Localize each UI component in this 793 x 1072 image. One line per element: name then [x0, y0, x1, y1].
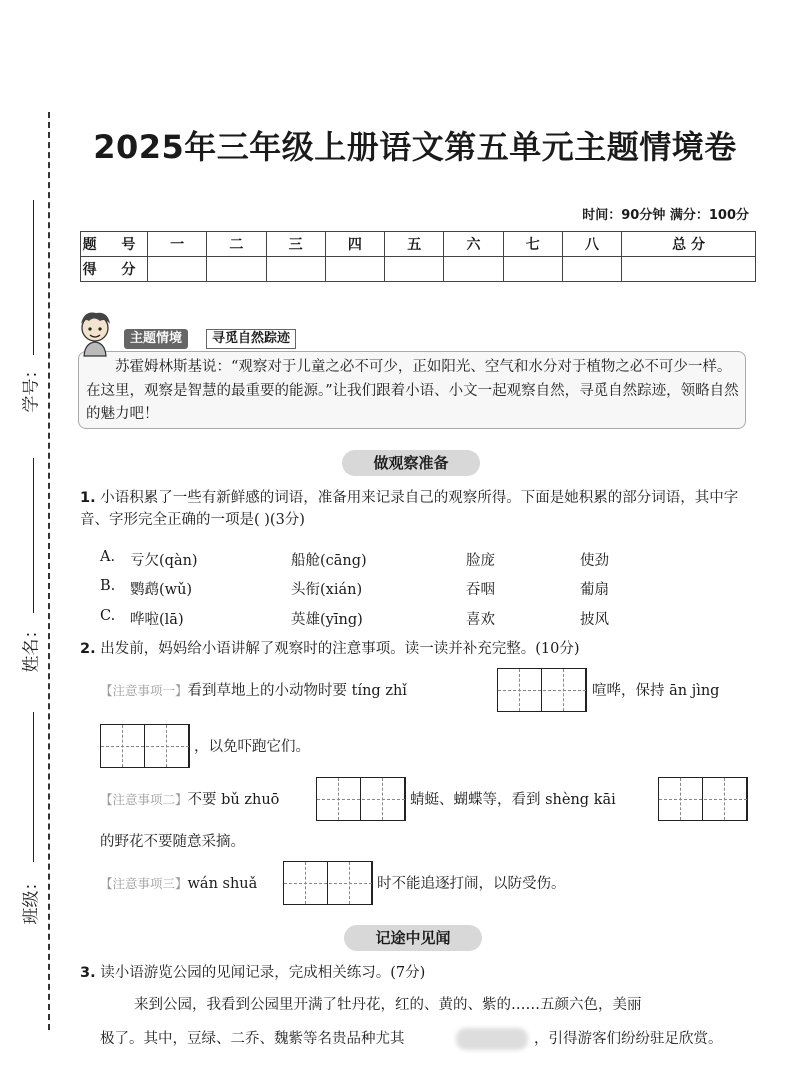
question-number: 1. — [80, 490, 96, 506]
score-table-cell: 题 号 — [81, 232, 148, 257]
score-table-score-row — [81, 257, 756, 282]
section-title-prepare: 做观察准备 — [342, 450, 480, 476]
score-table-cell: 三 — [266, 232, 325, 257]
question-text: 小语积累了一些有新鲜感的词语，准备用来记录自己的观察所得。下面是她积累的部分词语，其中字音、字形完全正确的一项是( )(3分) — [80, 490, 739, 528]
score-input-cell[interactable] — [622, 257, 756, 282]
page-title: 2025年三年级上册语文第五单元主题情境卷 — [93, 128, 737, 166]
score-table-cell: 一 — [148, 232, 207, 257]
option-word: 船舱(cāng) — [291, 553, 367, 569]
note-text: wán shuǎ — [187, 876, 258, 892]
note-tag: 【注意事项三】 — [100, 876, 188, 891]
option-word: 哗啦(lā) — [130, 612, 184, 628]
option-word: 头衔(xián) — [291, 582, 363, 598]
score-input-cell[interactable] — [444, 257, 503, 282]
theme-text: 苏霍姆林斯基说：“观察对于儿童之必不可少，正如阳光、空气和水分对于植物之必不可少一样。在这里，观察是智慧的最重要的能源。”让我们跟着小语、小文一起观察自然，寻觅自然踪迹，领略自然的魅力吧！ — [86, 359, 739, 422]
score-table-cell: 得 分 — [81, 257, 148, 282]
score-input-cell[interactable] — [325, 257, 384, 282]
name-label: 姓名： — [21, 621, 42, 673]
score-table-cell: 二 — [207, 232, 266, 257]
score-table-cell: 七 — [503, 232, 562, 257]
option-word: 披风 — [580, 612, 609, 628]
passage-line-2b: ，引得游客们纷纷驻足欣赏。 — [534, 1031, 723, 1047]
writing-grid[interactable] — [283, 861, 373, 905]
passage-line-2a: 极了。其中，豆绿、二乔、魏紫等名贵品种尤其 — [100, 1031, 405, 1047]
time-score-info: 时间：90分钟 满分：100分 — [582, 208, 749, 223]
writing-grid[interactable] — [316, 777, 406, 821]
score-input-cell[interactable] — [562, 257, 621, 282]
score-table-cell: 总 分 — [622, 232, 756, 257]
passage-line-1: 来到公园，我看到公园里开满了牡丹花，红的、黄的、紫的……五颜六色，美丽 — [134, 997, 642, 1013]
question-text: 出发前，妈妈给小语讲解了观察时的注意事项。读一读并补充完整。(10分) — [100, 641, 580, 657]
option-letter: A. — [100, 549, 116, 565]
note-text: 的野花不要随意采摘。 — [100, 834, 245, 850]
note-text: 不要 bǔ zhuō — [187, 792, 280, 808]
option-word: 吞咽 — [466, 582, 495, 598]
name-line — [33, 458, 34, 613]
option-word: 葡扇 — [580, 582, 609, 598]
class-line — [33, 712, 34, 862]
theme-subtitle: 寻觅自然踪迹 — [206, 329, 296, 349]
section-title-journey: 记途中见闻 — [344, 925, 482, 951]
question-text: 读小语游览公园的见闻记录，完成相关练习。(7分) — [100, 965, 426, 981]
writing-grid[interactable] — [497, 668, 587, 712]
answer-blank-blurred[interactable] — [456, 1028, 528, 1050]
option-letter: B. — [100, 578, 116, 594]
score-table-cell: 四 — [325, 232, 384, 257]
question-number: 2. — [80, 641, 96, 657]
option-word: 喜欢 — [466, 612, 495, 628]
student-id-label: 学号： — [21, 361, 42, 413]
option-word: 脸庞 — [466, 553, 495, 569]
option-word: 英雄(yīng) — [291, 612, 363, 628]
score-table-cell: 六 — [444, 232, 503, 257]
score-input-cell[interactable] — [503, 257, 562, 282]
theme-tag: 主题情境 — [124, 329, 188, 349]
note-1 — [100, 680, 407, 702]
option-word: 亏欠(qàn) — [130, 553, 198, 569]
writing-grid[interactable] — [658, 777, 748, 821]
note-2 — [100, 789, 279, 811]
note-text: 时不能追逐打闹，以防受伤。 — [377, 876, 566, 892]
option-word: 鹦鹉(wǔ) — [130, 582, 193, 598]
option-word: 使劲 — [580, 553, 609, 569]
score-table — [80, 231, 756, 282]
note-text: ，以免吓跑它们。 — [194, 739, 310, 755]
boy-avatar-icon — [72, 308, 118, 358]
question-3 — [80, 962, 752, 984]
score-input-cell[interactable] — [385, 257, 444, 282]
score-table-cell: 八 — [562, 232, 621, 257]
writing-grid[interactable] — [100, 724, 190, 768]
binding-dashed-line — [48, 112, 50, 1030]
note-tag: 【注意事项一】 — [100, 683, 188, 698]
note-3 — [100, 873, 257, 895]
question-1 — [80, 487, 752, 531]
question-number: 3. — [80, 965, 96, 981]
score-input-cell[interactable] — [207, 257, 266, 282]
score-table-header-row — [81, 232, 756, 257]
note-text: 喧哗，保持 ān jìng — [592, 683, 720, 699]
question-2 — [80, 638, 752, 660]
option-letter: C. — [100, 608, 116, 624]
note-text: 蜻蜓、蝴蝶等，看到 shèng kāi — [410, 792, 616, 808]
score-input-cell[interactable] — [266, 257, 325, 282]
answer-blank[interactable] — [446, 517, 498, 537]
score-input-cell[interactable] — [148, 257, 207, 282]
note-tag: 【注意事项二】 — [100, 792, 188, 807]
class-label: 班级： — [21, 873, 42, 925]
score-table-cell: 五 — [385, 232, 444, 257]
note-text: 看到草地上的小动物时要 tíng zhǐ — [187, 683, 407, 699]
student-id-line — [33, 200, 34, 355]
